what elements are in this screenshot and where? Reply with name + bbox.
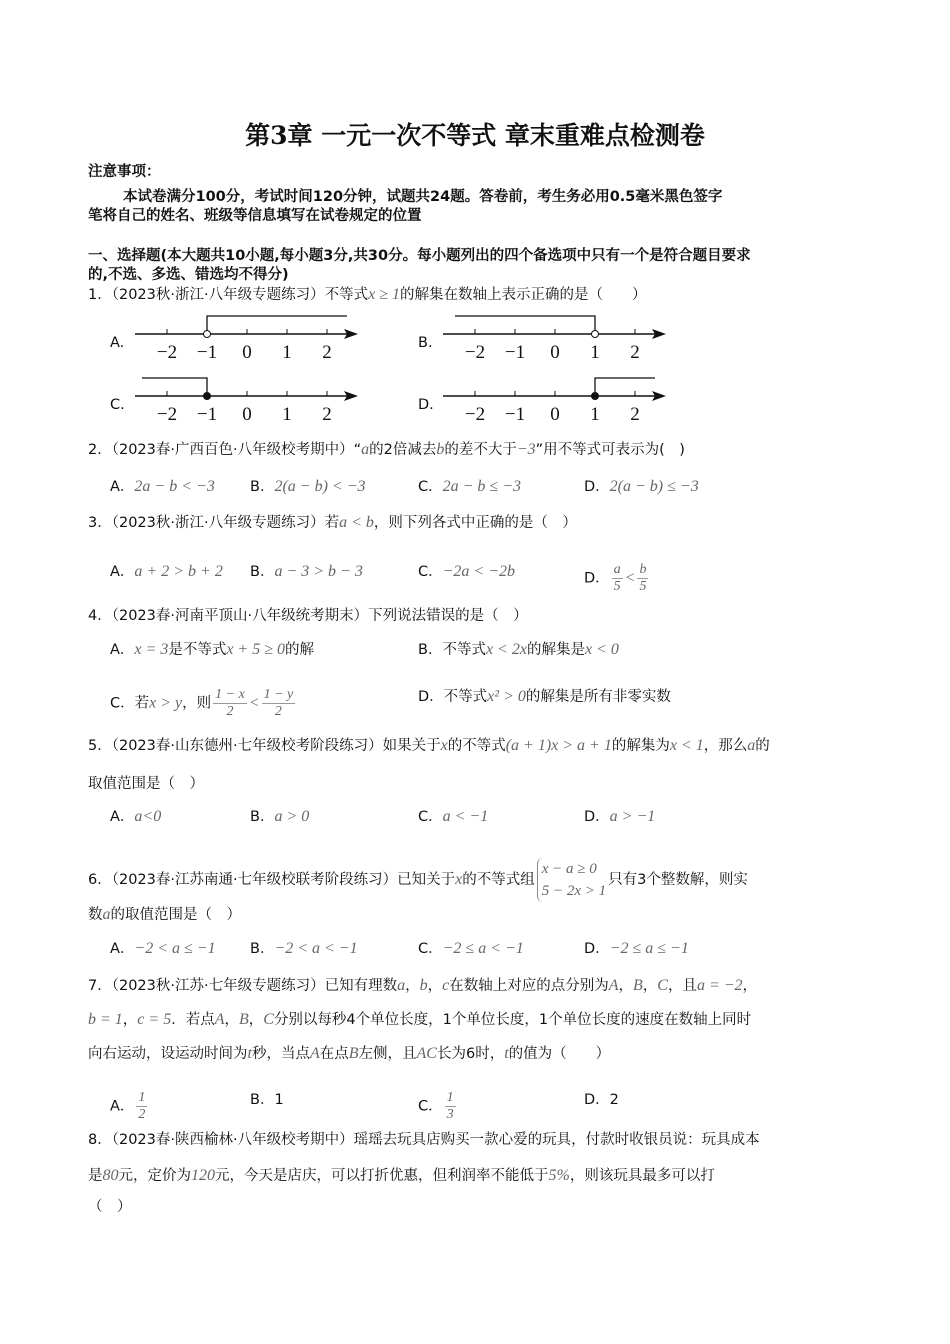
- text-run: 4．（2023春·河南平顶山·八年级统考期末）下列说法错误的是（ ）: [88, 608, 528, 624]
- answer-option[interactable]: [584, 1090, 619, 1110]
- number-line[interactable]: [440, 306, 680, 364]
- math-expression: −2a < −2b: [442, 563, 516, 580]
- answer-option[interactable]: [584, 477, 699, 497]
- answer-option[interactable]: [250, 807, 309, 827]
- tick-label: 0: [550, 404, 560, 425]
- text-run: 数: [88, 907, 103, 923]
- option-label[interactable]: B.: [418, 335, 433, 351]
- text-run: 的值为（ ）: [508, 1046, 611, 1062]
- answer-option[interactable]: [110, 939, 216, 959]
- math-expression: −2 ≤ a ≤ −1: [609, 940, 689, 957]
- tick-label: 0: [242, 342, 252, 363]
- tick-label: 1: [590, 342, 600, 363]
- tick-label: −2: [464, 404, 486, 425]
- section-heading: 一、选择题(本大题共10小题,每小题3分,共30分。每小题列出的四个备选项中只有一个是符合题目要求: [88, 248, 751, 264]
- option-label: C．: [418, 809, 443, 825]
- fraction-denominator: 5: [613, 579, 621, 594]
- answer-option[interactable]: [110, 477, 215, 497]
- math-expression: t: [504, 1045, 509, 1062]
- section-heading: 的,不选、多选、错选均不得分): [88, 267, 289, 283]
- open-point: [592, 331, 599, 338]
- answer-option[interactable]: [110, 1090, 149, 1123]
- math-expression: b = 1: [88, 1011, 123, 1028]
- text-run: 的取值范围是（ ）: [110, 907, 241, 923]
- text-run: 的: [755, 738, 770, 754]
- text-run: ”用不等式可表示为( ): [535, 442, 685, 458]
- math-expression: −3: [516, 441, 536, 458]
- text-run: ，则下列各式中正确的是（ ）: [373, 515, 577, 531]
- text-run: ，: [122, 1012, 138, 1028]
- closed-point: [204, 393, 211, 400]
- answer-option[interactable]: [418, 562, 515, 582]
- text-run: ，: [618, 978, 633, 994]
- text-run: 元，今天是店庆，可以打折优惠，但利润率不能低于: [215, 1168, 549, 1184]
- option-label: D．: [584, 941, 610, 957]
- answer-option[interactable]: [584, 807, 655, 827]
- math-expression: t: [247, 1045, 252, 1062]
- math-expression: a: [397, 977, 406, 994]
- answer-option[interactable]: [418, 807, 488, 827]
- text-run: （ ）: [88, 1199, 132, 1215]
- text-run: 8．（2023春·陕西榆林·八年级校考期中）瑶瑶去玩具店购买一款心爱的玩具，付款时收银员说：玩具成本: [88, 1132, 760, 1148]
- tick-label: 0: [242, 404, 252, 425]
- math-expression: 80: [102, 1167, 119, 1184]
- answer-option[interactable]: [250, 562, 363, 582]
- math-expression: 2a − b < −3: [134, 478, 215, 495]
- tick-label: 1: [282, 342, 292, 363]
- text-run: ，则: [182, 695, 212, 712]
- math-expression: 2a − b ≤ −3: [442, 478, 521, 495]
- tick-label: −1: [504, 404, 526, 425]
- option-label[interactable]: A.: [110, 335, 125, 351]
- answer-option[interactable]: [418, 640, 619, 660]
- text-run: ，: [224, 1012, 239, 1028]
- text-run: 取值范围是（ ）: [88, 776, 204, 792]
- text-run: 只有3个整数解，则实: [608, 872, 748, 888]
- question-stem: [88, 285, 646, 305]
- math-expression: A: [309, 1045, 320, 1062]
- text-run: ，: [427, 978, 443, 994]
- math-expression: c: [442, 977, 450, 994]
- fraction-denominator: 3: [446, 1107, 454, 1122]
- option-label[interactable]: C.: [110, 397, 125, 413]
- math-expression: a + 2 > b + 2: [134, 563, 223, 580]
- math-expression: b: [419, 977, 428, 994]
- question-stem: [88, 440, 685, 460]
- question-stem: [88, 1197, 132, 1217]
- text-run: 的解集在数轴上表示正确的是（ ）: [399, 287, 647, 303]
- text-run: 向右运动，设运动时间为: [88, 1046, 248, 1062]
- notice-line: 笔将自己的姓名、班级等信息填写在试卷规定的位置: [88, 208, 422, 224]
- option-label: C．: [110, 695, 135, 712]
- question-stem: [88, 1130, 760, 1150]
- fraction: [213, 687, 247, 720]
- math-expression: a: [361, 441, 370, 458]
- answer-option[interactable]: [418, 687, 671, 707]
- tick-label: 1: [590, 404, 600, 425]
- open-point: [204, 331, 211, 338]
- text-run: 在数轴上对应的点分别为: [449, 978, 609, 994]
- notice-line: 本试卷满分100分，考试时间120分钟，试题共24题。答卷前，考生务必用0.5毫米黑色签字: [123, 189, 723, 205]
- option-label: C．: [418, 479, 443, 495]
- fraction-denominator: 2: [226, 704, 234, 719]
- option-label: B．: [250, 809, 275, 825]
- text-run: 不等式: [442, 642, 486, 658]
- option-label: A．: [110, 564, 135, 580]
- option-label: A．: [110, 1098, 135, 1115]
- math-expression: a: [102, 906, 111, 923]
- text-run: ，则该玩具最多可以打: [569, 1168, 715, 1184]
- tick-label: −1: [196, 342, 218, 363]
- answer-option[interactable]: [110, 562, 223, 582]
- option-label: A．: [110, 479, 135, 495]
- math-expression: a > −1: [609, 808, 656, 825]
- math-expression: a > 0: [274, 808, 310, 825]
- option-label: C．: [418, 941, 443, 957]
- text-run: 2．（2023春·广西百色·八年级校考期中）“: [88, 442, 362, 458]
- option-label: D．: [584, 809, 610, 825]
- text-run: ，且: [667, 978, 697, 994]
- fraction-denominator: 2: [274, 704, 282, 719]
- fraction-denominator: 2: [138, 1107, 146, 1122]
- text-run: 7．（2023秋·江苏·七年级专题练习）已知有理数: [88, 978, 398, 994]
- question-stem: [88, 606, 528, 626]
- math-expression: x + 5 ≥ 0: [226, 641, 286, 658]
- text-run: ，: [642, 978, 658, 994]
- text-run: 的不等式: [447, 738, 506, 754]
- answer-option[interactable]: [250, 939, 358, 959]
- question-stem: [88, 1010, 751, 1030]
- text-run: ，: [742, 978, 758, 994]
- answer-option[interactable]: [418, 477, 521, 497]
- fraction-numerator: 1: [446, 1090, 454, 1105]
- math-expression: a: [747, 737, 756, 754]
- option-label: B．: [250, 479, 275, 495]
- math-expression: 2(a − b) ≤ −3: [609, 478, 699, 495]
- text-run: 的解集是所有非零实数: [525, 689, 671, 705]
- system-row: x − a ≥ 0: [541, 861, 597, 877]
- math-expression: −2 < a ≤ −1: [134, 940, 216, 957]
- question-stem: [88, 1166, 715, 1186]
- question-stem: [88, 858, 748, 902]
- math-expression: a < −1: [442, 808, 489, 825]
- math-expression: B: [238, 1011, 249, 1028]
- inequality-system: [537, 858, 606, 902]
- answer-option[interactable]: [250, 477, 366, 497]
- answer-option[interactable]: [418, 1090, 458, 1123]
- text-run: 的差不大于: [444, 442, 517, 458]
- answer-option[interactable]: [110, 807, 161, 827]
- math-expression: x < 0: [584, 641, 619, 658]
- option-label: B．: [418, 642, 443, 658]
- question-stem: [88, 774, 204, 794]
- math-expression: x > y: [149, 694, 183, 712]
- solution-bracket: [142, 378, 207, 396]
- text-run: 是不等式: [168, 642, 227, 658]
- answer-option[interactable]: [584, 562, 650, 595]
- math-expression: 2(a − b) < −3: [274, 478, 366, 495]
- question-stem: [88, 976, 757, 996]
- math-expression: −2 ≤ a < −1: [442, 940, 524, 957]
- tick-label: 2: [322, 404, 332, 425]
- math-expression: x² > 0: [487, 688, 526, 705]
- tick-label: 2: [322, 342, 332, 363]
- math-expression: (a + 1)x > a + 1: [505, 737, 612, 754]
- math-expression: B: [348, 1045, 359, 1062]
- math-expression: a<0: [134, 808, 162, 825]
- option-label: B．: [250, 941, 275, 957]
- text-run: 的解: [285, 642, 315, 658]
- text-run: 秒，当点: [251, 1046, 310, 1062]
- answer-option[interactable]: [110, 640, 314, 660]
- fraction: [136, 1090, 147, 1123]
- math-expression: x: [440, 737, 448, 754]
- fraction: [637, 562, 648, 595]
- tick-label: 2: [630, 342, 640, 363]
- text-run: 的解集为: [611, 738, 670, 754]
- math-expression: c = 5: [137, 1011, 172, 1028]
- fraction-numerator: 1 − x: [215, 687, 245, 702]
- tick-label: −2: [156, 404, 178, 425]
- closed-point: [592, 393, 599, 400]
- text-run: 不等式: [443, 689, 488, 705]
- tick-label: 2: [630, 404, 640, 425]
- number-line[interactable]: [132, 368, 372, 426]
- text-run: 左侧，且: [358, 1046, 417, 1062]
- text-run: 是: [88, 1168, 103, 1184]
- solution-bracket: [207, 316, 347, 334]
- math-expression: C: [263, 1011, 274, 1028]
- fraction: [612, 562, 623, 595]
- text-run: ，: [405, 978, 420, 994]
- math-expression: A: [214, 1011, 225, 1028]
- math-expression: x = 3: [134, 641, 169, 658]
- option-label: C．: [418, 564, 443, 580]
- question-stem: [88, 736, 770, 756]
- math-expression: b: [436, 441, 445, 458]
- text-run: 的不等式组: [462, 872, 535, 888]
- fraction-numerator: b: [639, 562, 647, 577]
- math-expression: B: [632, 977, 643, 994]
- option-label: A．: [110, 642, 135, 658]
- option-label: D．: [584, 1092, 610, 1108]
- math-expression: A: [608, 977, 619, 994]
- text-run: 5．（2023春·山东德州·七年级校考阶段练习）如果关于: [88, 738, 441, 754]
- text-run: 6．（2023春·江苏南通·七年级校联考阶段练习）已知关于: [88, 872, 456, 888]
- math-expression: 120: [191, 1167, 215, 1184]
- math-expression: x < 2x: [485, 641, 527, 658]
- math-expression: <: [624, 569, 636, 587]
- text-run: 分别以每秒4个单位长度，1个单位长度，1个单位长度的速度在数轴上同时: [273, 1012, 752, 1028]
- question-stem: [88, 905, 241, 925]
- system-row: 5 − 2x > 1: [541, 883, 607, 899]
- option-label: D．: [584, 570, 610, 587]
- math-expression: 5%: [548, 1167, 570, 1184]
- tick-label: 0: [550, 342, 560, 363]
- fraction: [445, 1090, 456, 1123]
- fraction-numerator: 1 − y: [263, 687, 294, 702]
- math-expression: AC: [416, 1045, 437, 1062]
- math-expression: a = −2: [696, 977, 743, 994]
- answer-option[interactable]: [584, 939, 689, 959]
- fraction: [262, 687, 296, 720]
- tick-label: −2: [156, 342, 178, 363]
- math-expression: a < b: [339, 514, 374, 531]
- question-stem: [88, 513, 577, 533]
- math-expression: x: [455, 871, 463, 888]
- math-expression: C: [657, 977, 668, 994]
- text-run: 元，定价为: [118, 1168, 191, 1184]
- text-run: ，那么: [703, 738, 748, 754]
- text-run: 在点: [319, 1046, 349, 1062]
- tick-label: 1: [282, 404, 292, 425]
- answer-option[interactable]: [110, 687, 297, 720]
- text-run: 长为6时，: [436, 1046, 505, 1062]
- option-label: A．: [110, 809, 135, 825]
- solution-bracket: [455, 316, 595, 334]
- number-line[interactable]: [440, 368, 680, 426]
- option-label: C．: [418, 1098, 443, 1115]
- notice-heading: 注意事项：: [88, 164, 161, 180]
- text-run: 3．（2023秋·浙江·八年级专题练习）若: [88, 515, 340, 531]
- tick-label: −2: [464, 342, 486, 363]
- text-run: ，: [248, 1012, 264, 1028]
- text-run: ．若点: [171, 1012, 215, 1028]
- fraction-numerator: 1: [138, 1090, 146, 1105]
- answer-option[interactable]: [418, 939, 524, 959]
- text-run: 的解集是: [526, 642, 585, 658]
- tick-label: −1: [504, 342, 526, 363]
- tick-label: −1: [196, 404, 218, 425]
- solution-bracket: [595, 378, 655, 396]
- fraction-numerator: a: [613, 562, 621, 577]
- question-stem: [88, 1044, 610, 1064]
- number-line[interactable]: [132, 306, 372, 364]
- text-run: 1．（2023秋·浙江·八年级专题练习）不等式: [88, 287, 369, 303]
- math-expression: x ≥ 1: [368, 286, 400, 303]
- option-label: A．: [110, 941, 135, 957]
- option-label: D．: [584, 479, 610, 495]
- fraction-denominator: 5: [639, 579, 647, 594]
- option-label: B．: [250, 564, 275, 580]
- option-label: D．: [418, 689, 444, 705]
- math-expression: <: [248, 694, 260, 712]
- option-label: B．: [250, 1092, 275, 1108]
- text-run: 2: [609, 1092, 619, 1108]
- math-expression: −2 < a < −1: [274, 940, 358, 957]
- math-expression: a − 3 > b − 3: [274, 563, 363, 580]
- math-expression: x < 1: [669, 737, 704, 754]
- option-label[interactable]: D.: [418, 397, 434, 413]
- text-run: 1: [274, 1092, 284, 1108]
- text-run: 若: [134, 695, 150, 712]
- answer-option[interactable]: [250, 1090, 284, 1110]
- text-run: 的2倍减去: [369, 442, 437, 458]
- page-title: 第3章 一元一次不等式 章末重难点检测卷: [245, 121, 705, 150]
